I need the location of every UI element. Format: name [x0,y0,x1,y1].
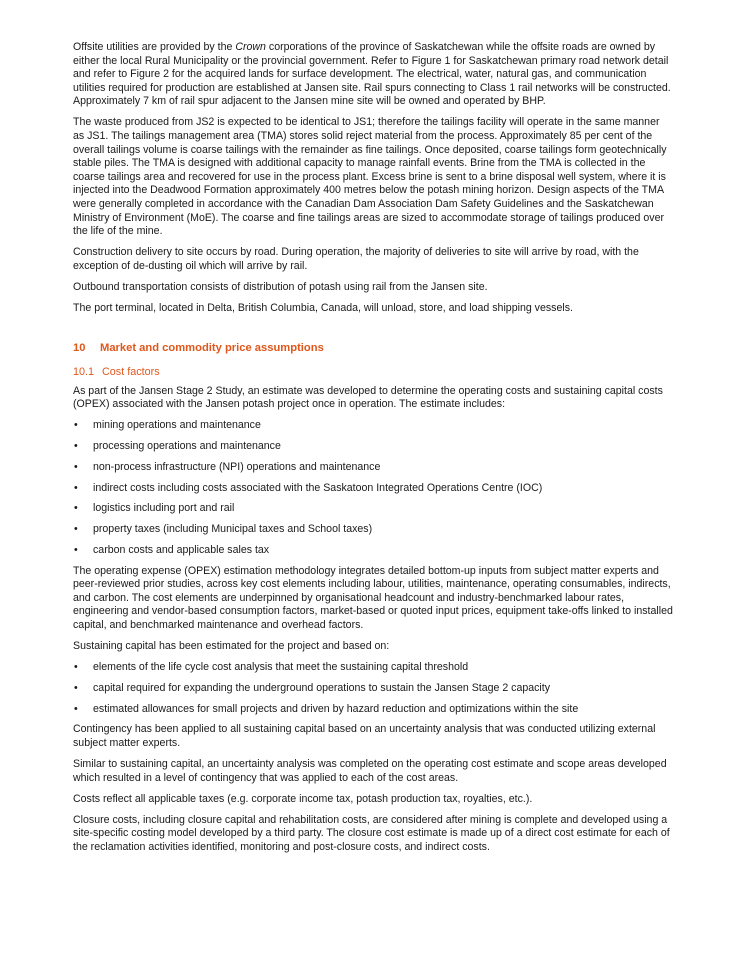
paragraph-construction-delivery: Construction delivery to site occurs by road. During operation, the majority of deliveries to site will arrive by road, with the exception of de-dusting oil which will arrive by rail. [73,246,639,272]
paragraph-sustaining-capital-intro: Sustaining capital has been estimated for the project and based on: [73,640,390,653]
bullet-icon: • [74,440,78,452]
list-item-text: processing operations and maintenance [93,440,281,452]
paragraph-estimate-intro: As part of the Jansen Stage 2 Study, an estimate was developed to determine the operating costs and sustaining capital costs (OPEX) associated with the Jansen potash project once in operation. The estimate includes: [73,384,663,411]
list-item [73,482,673,496]
bullet-icon: • [74,702,78,715]
list-item [73,440,673,454]
paragraph-opex-methodology: The operating expense (OPEX) estimation methodology integrates detailed bottom-up inputs from subject matter experts and peer-reviewed prior studies, across key cost elements including labour, utilities, maintenance, operating consumables, indirects, and carbon. The cost elements are underpinned by organisational headcount and industry-benchmarked labour rates, engineering and vendor-based consumption factors, market-based or quoted input prices, equipment take-offs linked to installed capital, and benchmarked maintenance and overhead factors. [73,564,673,632]
bullet-icon: • [74,460,78,473]
paragraph-offsite-utilities [73,41,673,109]
bullet-icon: • [74,481,78,494]
emphasis-crown: Crown [235,41,266,53]
bullet-icon: • [74,523,78,536]
list-item-text: non-process infrastructure (NPI) operations and maintenance [93,460,381,473]
list-item-text: capital required for expanding the underground operations to sustain the Jansen Stage 2 capacity [93,681,551,694]
bullet-icon: • [74,661,78,674]
list-item [73,523,673,537]
paragraph-text: Offsite utilities are provided by the [73,41,236,53]
list-item [73,502,673,516]
list-item [73,682,673,696]
paragraph-taxes: Costs reflect all applicable taxes (e.g. corporate income tax, potash production tax, royalties, etc.). [73,792,533,805]
section-heading [73,341,673,355]
list-item-text: elements of the life cycle cost analysis that meet the sustaining capital threshold [93,661,469,674]
section-number: 10 [73,341,86,354]
bullet-icon: • [74,681,78,694]
sustaining-capital-list [73,661,673,716]
list-item-text: mining operations and maintenance [93,419,261,432]
list-item-text: estimated allowances for small projects and driven by hazard reduction and optimizations within the site [93,702,579,715]
section-spacer [73,323,673,341]
list-item [73,461,673,475]
bullet-icon: • [74,419,78,432]
list-item-text: logistics including port and rail [93,502,235,515]
list-item-text: carbon costs and applicable sales tax [93,543,270,556]
paragraph-waste-tailings: The waste produced from JS2 is expected to be identical to JS1; therefore the tailings facility will operate in the same manner as JS1. The tailings management area (TMA) stores solid reject material from the process. Approximately 85 per cent of the overall tailings volume is coarse tailings with the remainder as fine tailings. Once deposited, coarse tailings form geotechnically stable piles. The TMA is designed with additional capacity to manage rainfall events. Brine from the TMA is collected in the coarse tailings area and recovered for use in the process plant. Excess brine is sent to a brine disposal well system, where it is injected into the Deadwood Formation approximately 400 metres below the potash mining horizon. Design aspects of the TMA were generally completed in accordance with the Canadian Dam Association Dam Safety Guidelines and the Saskatchewan Ministry of Environment (MoE). The coarse and fine tailings areas are sized to accommodate storage of tailings produced over the life of the mine. [73,116,667,238]
paragraph-uncertainty-analysis: Similar to sustaining capital, an uncertainty analysis was completed on the operating cost estimate and scope areas developed which resulted in a level of contingency that was applied to each of the cost areas. [73,757,667,784]
paragraph-outbound-transport: Outbound transportation consists of distribution of potash using rail from the Jansen site. [73,280,488,293]
estimate-includes-list [73,419,673,557]
section-title: Market and commodity price assumptions [100,341,324,354]
list-item [73,419,673,433]
bullet-icon: • [74,502,78,515]
list-item [73,544,673,558]
paragraph-closure-costs: Closure costs, including closure capital and rehabilitation costs, are considered after mining is complete and developed using a site-specific costing model developed by a third party. The closure cost estimate is made up of a direct cost estimate for each of the reclamation activities identified, monitoring and post-closure costs, and indirect costs. [73,813,670,853]
subsection-number: 10.1 [73,365,95,378]
subsection-heading [73,365,673,379]
bullet-icon: • [74,543,78,556]
list-item [73,661,673,675]
paragraph-contingency: Contingency has been applied to all sustaining capital based on an uncertainty analysis that was conducted utilizing external subject matter experts. [73,723,656,749]
subsection-title: Cost factors [102,365,160,378]
list-item-text: indirect costs including costs associated with the Saskatoon Integrated Operations Centre (IOC) [93,481,543,494]
paragraph-text: corporations of the province of Saskatchewan while the offsite roads are owned by either the local Rural Municipality or the provincial government. Refer to Figure 1 for Saskatchewan primary road network detail and refer to Figure 2 for the acquired lands for surface development. The electrical, water, natural gas, and communication utilities required for production are established at Jansen site. Rail spurs connecting to Class 1 rail networks will be constructed. Approximately 7 km of rail spur adjacent to the Jansen mine site will be owned and operated by BHP. [73,41,671,108]
paragraph-port-terminal: The port terminal, located in Delta, British Columbia, Canada, will unload, store, and load shipping vessels. [73,301,573,314]
list-item-text: property taxes (including Municipal taxes and School taxes) [93,523,373,536]
document-page [73,41,673,862]
list-item [73,703,673,717]
